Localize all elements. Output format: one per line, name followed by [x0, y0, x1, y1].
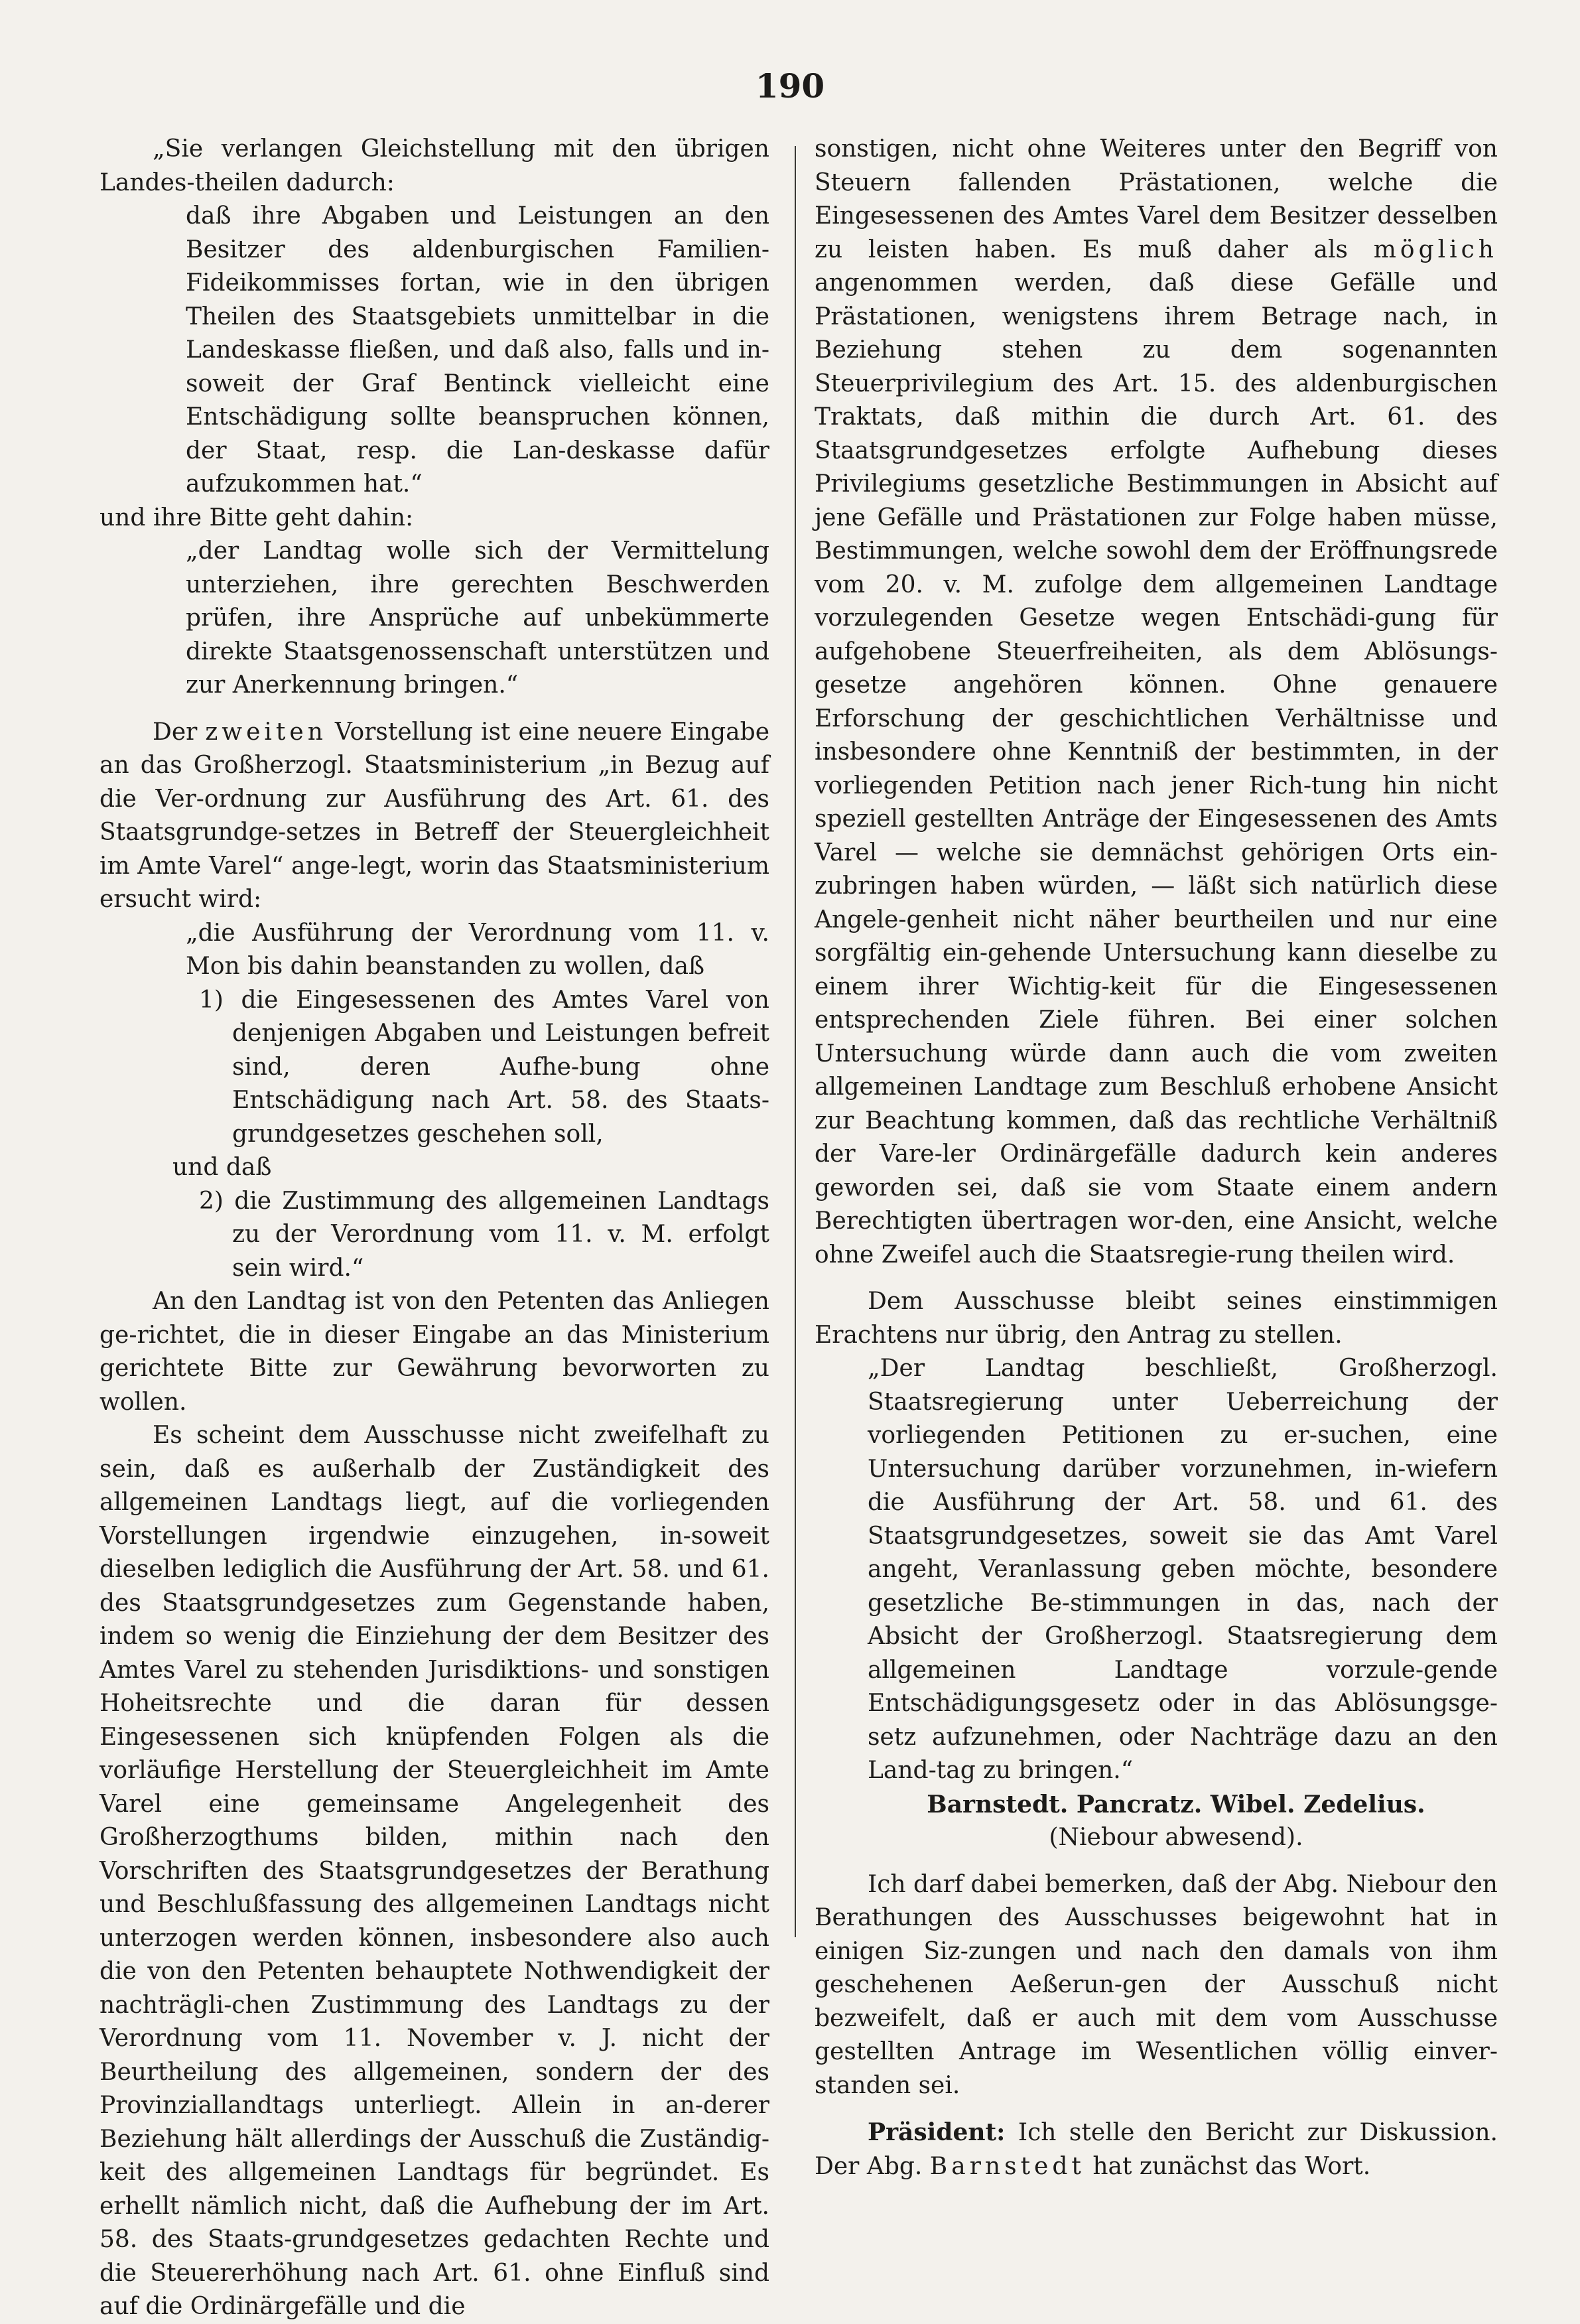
paragraph: Dem Ausschusse bleibt seines einstimmigen Erachtens nur übrig, den Antrag zu stellen. [815, 1288, 1498, 1349]
spacer [99, 703, 769, 716]
numbered-item: 1) die Eingesessenen des Amtes Varel von denjenigen Abgaben und Leistungen befreit sind, deren Aufhe-bung ohne Entschädigung nach Art. 58. des Staats-grundgesetzes geschehen soll, [199, 986, 769, 1148]
speaker-label: Präsident: [868, 2118, 1006, 2146]
block-quote: „die Ausführung der Verordnung vom 11. v. Mon bis dahin beanstanden zu wollen, daß [186, 919, 769, 980]
paragraph [815, 2116, 1498, 2183]
text-run: sonstigen, nicht ohne Weiteres unter den Begriff von Steuern fallenden Prästationen, welche die Eingesessenen des Amtes Varel dem Besitzer desselben zu leisten haben. Es muß daher als [815, 135, 1498, 263]
paragraph: An den Landtag ist von den Petenten das Anliegen ge-richtet, die in dieser Eingabe an das Ministerium gerichtete Bitte zur Gewährung bevorworten zu wollen. [99, 1288, 769, 1416]
block-quote: „Der Landtag beschließt, Großherzogl. Staatsregierung unter Ueberreichung der vorliegenden Petitionen zu er-suchen, eine Untersuchung darüber vorzunehmen, in-wiefern die Ausführung der Art. 58. und 61. des Staatsgrundgesetzes, soweit sie das Amt Varel angeht, Veranlassung geben möchte, besondere gesetzliche Be-stimmungen in das, nach der Absicht der Großherzogl. Staatsregierung dem allgemeinen Landtage vorzule-gende Entschädigungsgesetz oder in das Ablösungsge-setz aufzunehmen, oder Nachträge dazu an den Land-tag zu bringen.“ [868, 1355, 1498, 1784]
text-run: Vorstellung ist eine neuere Eingabe an das Großherzogl. Staatsministerium „in Bezug auf die Ver-ordnung zur Ausführung des Art. 61. des Staatsgrundge-setzes in Betreff der Steuergleichheit im Amte Varel“ ange-legt, worin das Staatsministerium ersucht wird: [99, 718, 769, 913]
paragraph [815, 133, 1498, 1272]
paragraph: Es scheint dem Ausschusse nicht zweifelhaft zu sein, daß es außerhalb der Zuständigkeit des allgemeinen Landtags liegt, auf die vorliegenden Vorstellungen irgendwie einzugehen, in-soweit dieselben lediglich die Ausführung der Art. 58. und 61. des Staatsgrundgesetzes zum Gegenstande haben, indem so wenig die Einziehung der dem Besitzer des Amtes Varel zu stehenden Jurisdiktions- und sonstigen Hoheitsrechte und die daran für dessen Eingesessenen sich knüpfenden Folgen als die vorläufige Herstellung der Steuergleichheit im Amte Varel eine gemeinsame Angelegenheit des Großherzogthums bilden, mithin nach den Vorschriften des Staatsgrundgesetzes der Berathung und Beschlußfassung des allgemeinen Landtags nicht unterzogen werden können, insbesondere also auch die von den Petenten behauptete Nothwendigkeit der nachträgli-chen Zustimmung des Landtags zu der Verordnung vom 11. November v. J. nicht der Beurtheilung des allgemeinen, sondern der des Provinziallandtags unterliegt. Allein in an-derer Beziehung hält allerdings der Ausschuß die Zuständig-keit des allgemeinen Landtags für begründet. Es erhellt nämlich nicht, daß die Aufhebung der im Art. 58. des Staats-grundgesetzes gedachten Rechte und die Steuererhöhung nach Art. 61. ohne Einfluß sind auf die Ordinärgefälle und die [99, 1422, 769, 2320]
text-run: angenommen werden, daß diese Gefälle und Prästationen, wenigstens ihrem Betrage nach, in Beziehung stehen zu dem sogenannten Steuerprivilegium des Art. 15. des aldenburgischen Traktats, daß mithin die durch Art. 61. des Staatsgrundgesetzes erfolgte Aufhebung dieses Privilegiums gesetzliche Bestimmungen in Absicht auf jene Gefälle und Prästationen zur Folge haben müsse, Bestimmungen, welche sowohl dem der Eröffnungsrede vom 20. v. M. zufolge dem allgemeinen Landtage vorzulegenden Gesetze wegen Entschädi-gung für aufgehobene Steuerfreiheiten, als dem Ablösungs-gesetze angehören können. Ohne genauere Erforschung der geschichtlichen Verhältnisse und insbesondere ohne Kenntniß der bestimmten, in der vorliegenden Petition nach jener Rich-tung hin nicht speziell gestellten Anträge der Eingesessenen des Amts Varel — welche sie demnächst gehörigen Orts ein-zubringen haben würden, — läßt sich natürlich diese Angele-genheit nicht näher beurtheilen und nur eine sorgfältig ein-gehende Untersuchung kann dieselbe zu einem ihrer Wichtig-keit für die Eingesessenen entsprechenden Ziele führen. Bei einer solchen Untersuchung würde dann auch die vom zweiten allgemeinen Landtage zum Beschluß erhobene Ansicht zur Beachtung kommen, daß das rechtliche Verhältniß der Vare-ler Ordinärgefälle dadurch kein anderes geworden sei, daß sie vom Staate einem andern Berechtigten übertragen wor-den, eine Ansicht, welche ohne Zweifel auch die Staatsregie-rung theilen wird. [815, 269, 1498, 1268]
page-number: 190 [755, 66, 825, 105]
paragraph: und ihre Bitte geht dahin: [99, 504, 414, 531]
emphasis: möglich [1373, 236, 1498, 263]
column-divider [795, 146, 796, 1937]
text-run: Der [153, 718, 206, 746]
paragraph: Ich darf dabei bemerken, daß der Abg. Niebour den Berathungen des Ausschusses beigewohnt hat in einigen Siz-zungen und nach den damals von ihm geschehenen Aeßerun-gen der Ausschuß nicht bezweifelt, daß er auch mit dem vom Ausschusse gestellten Antrage im Wesentlichen völlig einver-standen sei. [815, 1870, 1498, 2099]
left-column [99, 133, 769, 2324]
signatures: Barnstedt. Pancratz. Wibel. Zedelius. [927, 1790, 1425, 1818]
numbered-item: 2) die Zustimmung des allgemeinen Landtags zu der Verordnung vom 11. v. M. erfolgt sein wird.“ [199, 1187, 769, 1282]
spacer [815, 1272, 1498, 1285]
absent-note: (Niebour abwesend). [1049, 1824, 1303, 1851]
spacer [815, 1855, 1498, 1868]
right-column [815, 133, 1498, 2183]
text-run: hat zunächst das Wort. [1085, 2152, 1371, 2180]
paragraph: und daß [172, 1154, 272, 1181]
paragraph: „Sie verlangen Gleichstellung mit den übrigen Landes-theilen dadurch: [99, 135, 769, 196]
emphasis: zweiten [205, 718, 327, 746]
block-quote: „der Landtag wolle sich der Vermittelung unterziehen, ihre gerechten Beschwerden prüfen, ihre Ansprüche auf unbekümmerte direkte Staatsgenossenschaft unterstützen und zur Anerkennung bringen.“ [186, 537, 769, 699]
text-run: Ich stelle den Bericht zur Diskussion. Der Abg. [815, 2119, 1498, 2180]
emphasis: Barnstedt [929, 2152, 1085, 2180]
paragraph [99, 716, 769, 917]
block-quote: daß ihre Abgaben und Leistungen an den Besitzer des aldenburgischen Familien-Fideikommisses fortan, wie in den übrigen Theilen des Staatsgebiets unmittelbar in die Landeskasse fließen, und daß also, falls und in-soweit der Graf Bentinck vielleicht eine Entschädigung sollte beanspruchen können, der Staat, resp. die Lan-deskasse dafür aufzukommen hat.“ [186, 202, 769, 498]
spacer [815, 2102, 1498, 2116]
